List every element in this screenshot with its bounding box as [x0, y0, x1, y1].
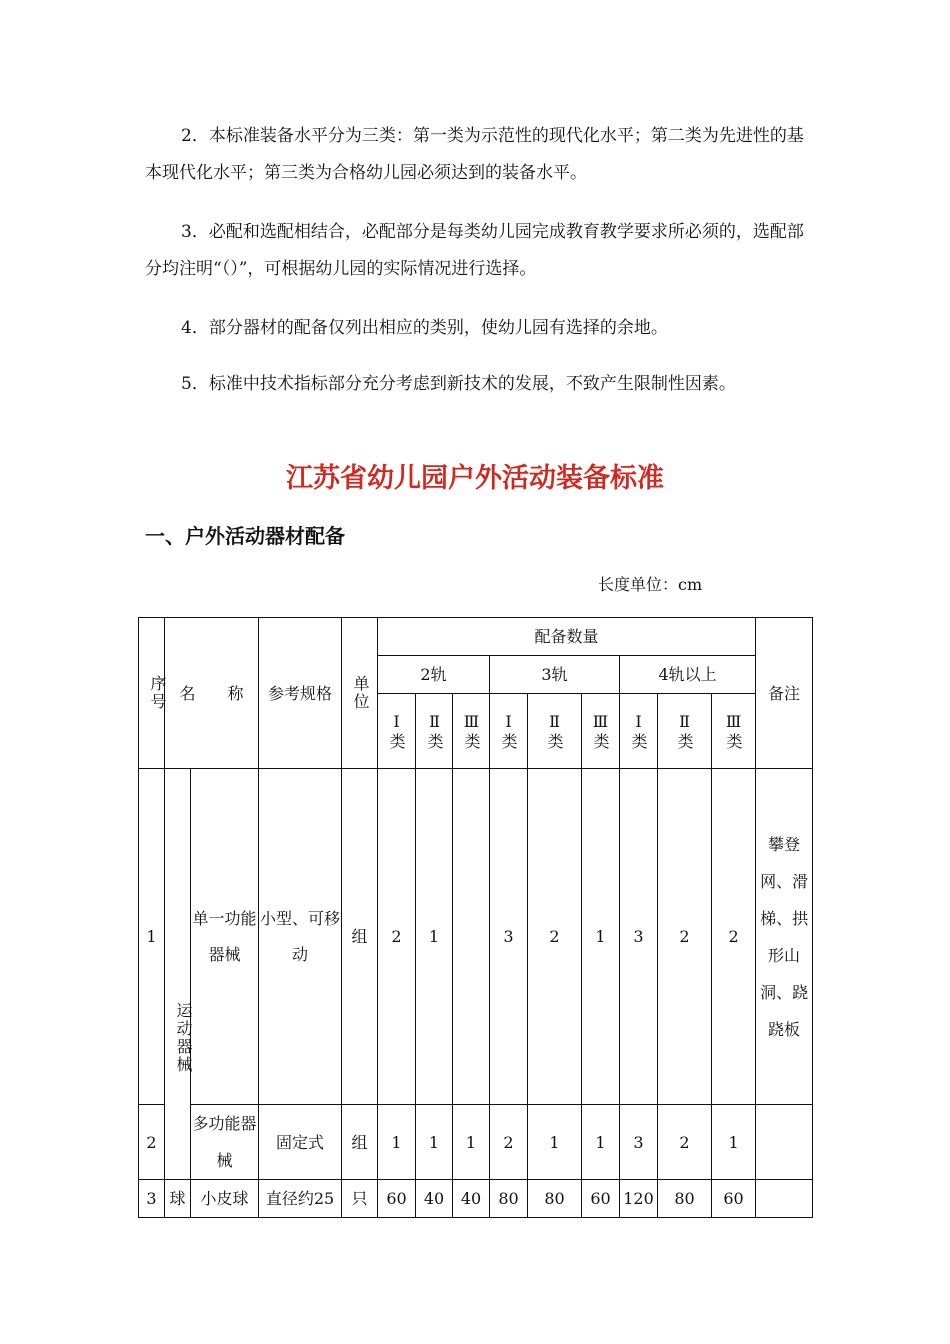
qty-cell: 80	[528, 1180, 582, 1218]
unit-note: 长度单位：cm	[598, 575, 703, 594]
qty-cell: 2	[490, 1105, 528, 1180]
qty-cell: 1	[378, 1105, 416, 1180]
row-unit: 只	[342, 1180, 378, 1218]
header-row-1	[139, 618, 813, 656]
header-class: Ⅰ类	[378, 694, 416, 769]
row-index: 1	[139, 769, 165, 1105]
qty-cell: 40	[416, 1180, 453, 1218]
qty-cell: 80	[658, 1180, 712, 1218]
header-track-3: 3轨	[490, 656, 620, 694]
header-class: Ⅱ类	[658, 694, 712, 769]
qty-cell: 1	[712, 1105, 756, 1180]
row-unit: 组	[342, 1105, 378, 1180]
table-row	[139, 1105, 813, 1180]
qty-cell: 3	[620, 1105, 658, 1180]
row-notes	[756, 1180, 813, 1218]
header-class: Ⅰ类	[490, 694, 528, 769]
table-row	[139, 1180, 813, 1218]
qty-cell: 1	[453, 1105, 490, 1180]
row-spec: 固定式	[259, 1105, 342, 1180]
paragraph-2: 2．本标准装备水平分为三类：第一类为示范性的现代化水平；第二类为先进性的基本现代化水平；第三类为合格幼儿园必须达到的装备水平。	[145, 126, 804, 183]
header-class: Ⅰ类	[620, 694, 658, 769]
header-class: Ⅲ类	[453, 694, 490, 769]
header-track-4plus: 4轨以上	[620, 656, 756, 694]
section-heading: 一、户外活动器材配备	[145, 524, 345, 548]
row-notes	[756, 1105, 813, 1180]
header-quantity: 配备数量	[378, 618, 756, 656]
qty-cell: 3	[620, 769, 658, 1105]
row-unit: 组	[342, 769, 378, 1105]
qty-cell: 1	[528, 1105, 582, 1180]
header-class: Ⅱ类	[528, 694, 582, 769]
qty-cell: 60	[378, 1180, 416, 1218]
row-index: 2	[139, 1105, 165, 1180]
qty-cell: 80	[490, 1180, 528, 1218]
header-notes: 备注	[756, 618, 813, 769]
header-unit: 单位	[342, 618, 378, 769]
row-spec: 直径约25	[259, 1180, 342, 1218]
qty-cell: 1	[416, 1105, 453, 1180]
qty-cell: 2	[712, 769, 756, 1105]
row-index: 3	[139, 1180, 165, 1218]
document-title: 江苏省幼儿园户外活动装备标准	[286, 463, 664, 494]
qty-cell: 2	[528, 769, 582, 1105]
qty-cell: 120	[620, 1180, 658, 1218]
paragraph-5: 5．标准中技术指标部分充分考虑到新技术的发展，不致产生限制性因素。	[181, 374, 736, 394]
qty-cell: 2	[658, 1105, 712, 1180]
header-name: 名 称	[165, 618, 259, 769]
row-notes: 攀登网、滑梯、拱形山洞、跷跷板	[756, 769, 813, 1105]
header-spec: 参考规格	[259, 618, 342, 769]
row-name: 小皮球	[191, 1180, 259, 1218]
row-category: 运动器械	[165, 769, 191, 1180]
header-class: Ⅲ类	[582, 694, 620, 769]
qty-cell	[453, 769, 490, 1105]
row-name: 单一功能器械	[191, 769, 259, 1105]
header-track-2: 2轨	[378, 656, 490, 694]
header-class: Ⅲ类	[712, 694, 756, 769]
equipment-table	[138, 617, 813, 1218]
qty-cell: 2	[378, 769, 416, 1105]
header-class: Ⅱ类	[416, 694, 453, 769]
qty-cell: 3	[490, 769, 528, 1105]
qty-cell: 60	[582, 1180, 620, 1218]
qty-cell: 1	[582, 769, 620, 1105]
row-category: 球	[165, 1180, 191, 1218]
qty-cell: 1	[582, 1105, 620, 1180]
row-name: 多功能器械	[191, 1105, 259, 1180]
qty-cell: 60	[712, 1180, 756, 1218]
table-row	[139, 769, 813, 1105]
paragraph-4: 4．部分器材的配备仅列出相应的类别，使幼儿园有选择的余地。	[181, 318, 668, 338]
paragraph-3: 3．必配和选配相结合，必配部分是每类幼儿园完成教育教学要求所必须的，选配部分均注明“（）”，可根据幼儿园的实际情况进行选择。	[145, 222, 804, 279]
header-index: 序号	[139, 618, 165, 769]
qty-cell: 2	[658, 769, 712, 1105]
qty-cell: 40	[453, 1180, 490, 1218]
qty-cell: 1	[416, 769, 453, 1105]
row-spec: 小型、可移动	[259, 769, 342, 1105]
